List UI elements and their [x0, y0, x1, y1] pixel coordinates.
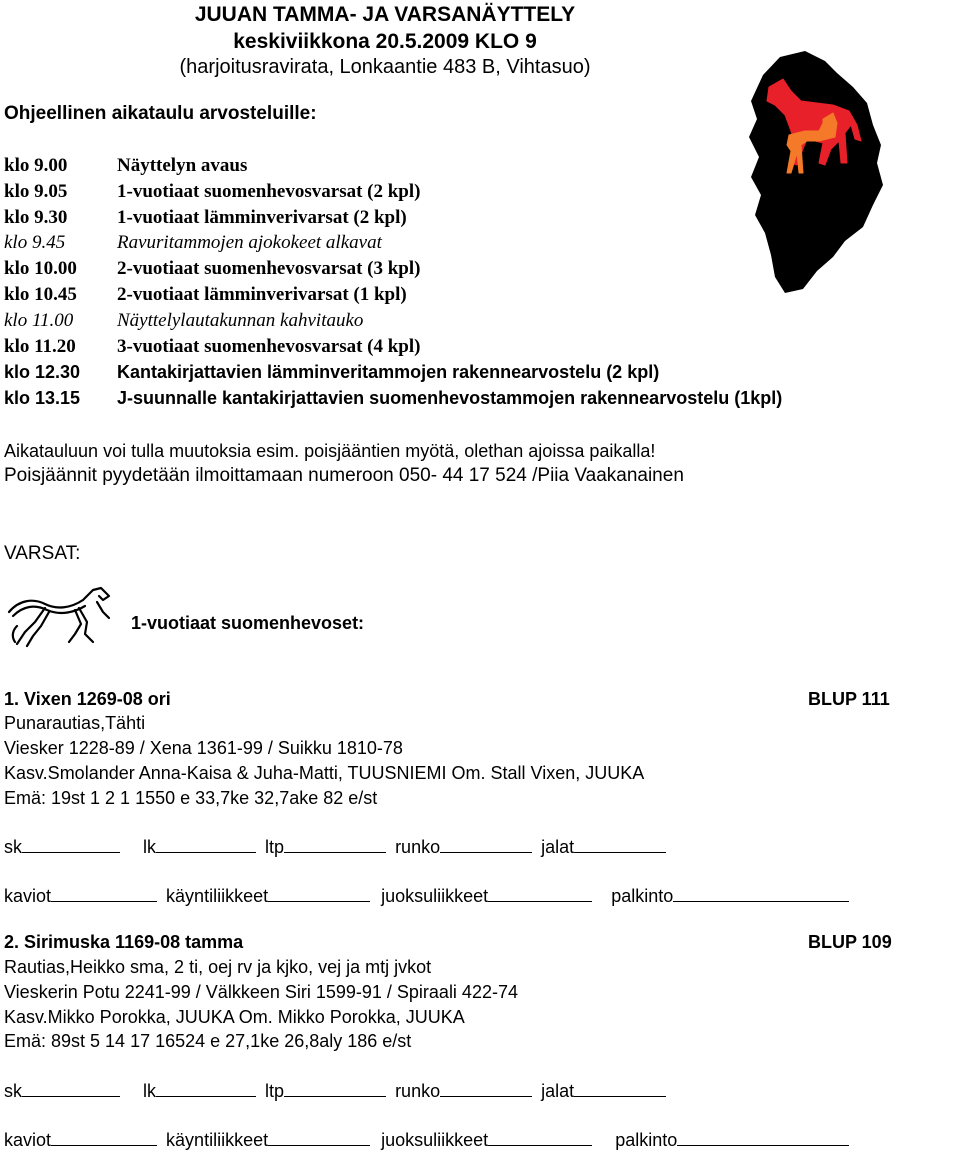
entry-1-blup: BLUP 111 [808, 689, 890, 709]
ltp-label: ltp [265, 1081, 285, 1101]
kaviot-line[interactable] [51, 1127, 157, 1146]
notice-line-2: Poisjäännit pyydetään ilmoittamaan numeroon 050- 44 17 524 /Piia Vaakanainen [4, 465, 684, 486]
schedule-time: klo 11.00 [4, 310, 74, 331]
schedule-time: klo 10.00 [4, 258, 77, 279]
schedule-text: 1-vuotiaat lämminverivarsat (2 kpl) [117, 207, 407, 228]
jalat-line[interactable] [574, 834, 666, 853]
jalat-label: jalat [541, 837, 575, 857]
schedule-row [4, 310, 363, 332]
entry-1-pedigree: Viesker 1228-89 / Xena 1361-99 / Suikku 1810-78 [4, 738, 403, 758]
kayntiliikkeet-line[interactable] [268, 1127, 370, 1146]
lk-line[interactable] [156, 1078, 256, 1097]
entry-2-score-row-2 [4, 1127, 849, 1151]
schedule-text: 3-vuotiaat suomenhevosvarsat (4 kpl) [117, 336, 421, 357]
schedule-row [4, 207, 407, 229]
schedule-row [4, 258, 420, 280]
kayntiliikkeet-line[interactable] [268, 883, 370, 902]
event-date: keskiviikkona 20.5.2009 KLO 9 [233, 30, 537, 53]
schedule-row [4, 387, 782, 409]
juoksuliikkeet-line[interactable] [488, 883, 592, 902]
ltp-label: ltp [265, 837, 285, 857]
palkinto-label: palkinto [611, 886, 674, 906]
horse-region-logo-icon [745, 45, 885, 300]
entry-2-title: 2. Sirimuska 1169-08 tamma [4, 932, 244, 952]
entry-1-breeder: Kasv.Smolander Anna-Kaisa & Juha-Matti, TUUSNIEMI Om. Stall Vixen, JUUKA [4, 763, 645, 783]
schedule-row [4, 361, 659, 383]
sk-label: sk [4, 1081, 22, 1101]
kaviot-label: kaviot [4, 886, 52, 906]
event-location: (harjoitusravirata, Lonkaantie 483 B, Vihtasuo) [179, 56, 591, 78]
entry-2-pedigree: Vieskerin Potu 2241-99 / Välkkeen Siri 1599-91 / Spiraali 422-74 [4, 982, 518, 1002]
schedule-row [4, 284, 407, 306]
juoksuliikkeet-label: juoksuliikkeet [381, 886, 489, 906]
palkinto-label: palkinto [615, 1130, 678, 1150]
sk-line[interactable] [22, 1078, 120, 1097]
entry-2-dam: Emä: 89st 5 14 17 16524 e 27,1ke 26,8aly 186 e/st [4, 1031, 412, 1051]
entry-2-blup: BLUP 109 [808, 932, 892, 952]
runko-label: runko [395, 837, 441, 857]
entry-1-dam: Emä: 19st 1 2 1 1550 e 33,7ke 32,7ake 82 e/st [4, 788, 378, 808]
palkinto-line[interactable] [677, 1127, 849, 1146]
jalat-label: jalat [541, 1081, 575, 1101]
schedule-text: Näyttelylautakunnan kahvitauko [117, 310, 364, 331]
runko-line[interactable] [440, 834, 532, 853]
entry-1-title: 1. Vixen 1269-08 ori [4, 689, 171, 709]
ltp-line[interactable] [284, 834, 386, 853]
schedule-row [4, 155, 247, 177]
sk-line[interactable] [22, 834, 120, 853]
lk-label: lk [143, 837, 157, 857]
entry-1-color: Punarautias,Tähti [4, 713, 146, 733]
schedule-text: 1-vuotiaat suomenhevosvarsat (2 kpl) [117, 181, 421, 202]
schedule-text: Ravuritammojen ajokokeet alkavat [117, 232, 382, 253]
jalat-line[interactable] [574, 1078, 666, 1097]
juoksuliikkeet-label: juoksuliikkeet [381, 1130, 489, 1150]
schedule-heading: Ohjeellinen aikataulu arvosteluille: [4, 103, 317, 124]
notice-line-1: Aikatauluun voi tulla muutoksia esim. poisjääntien myötä, olethan ajoissa paikalla! [4, 441, 656, 461]
entry-2-breeder: Kasv.Mikko Porokka, JUUKA Om. Mikko Porokka, JUUKA [4, 1007, 465, 1027]
varsat-heading: VARSAT: [4, 543, 81, 564]
kaviot-line[interactable] [51, 883, 157, 902]
juoksuliikkeet-line[interactable] [488, 1127, 592, 1146]
kayntiliikkeet-label: käyntiliikkeet [166, 886, 269, 906]
running-horse-icon [5, 582, 115, 652]
schedule-text: 2-vuotiaat lämminverivarsat (1 kpl) [117, 284, 407, 305]
entry-2-color: Rautias,Heikko sma, 2 ti, oej rv ja kjko, vej ja mtj jvkot [4, 957, 432, 977]
runko-label: runko [395, 1081, 441, 1101]
schedule-row [4, 232, 382, 254]
schedule-row [4, 181, 420, 203]
entry-1-score-row-2 [4, 883, 849, 907]
schedule-time: klo 13.15 [4, 388, 81, 408]
runko-line[interactable] [440, 1078, 532, 1097]
schedule-time: klo 12.30 [4, 362, 81, 382]
schedule-text: Kantakirjattavien lämminveritammojen rakennearvostelu (2 kpl) [117, 362, 660, 382]
class-title: 1-vuotiaat suomenhevoset: [131, 613, 365, 633]
palkinto-line[interactable] [673, 883, 849, 902]
lk-line[interactable] [156, 834, 256, 853]
schedule-time: klo 9.05 [4, 181, 68, 202]
schedule-text: 2-vuotiaat suomenhevosvarsat (3 kpl) [117, 258, 421, 279]
schedule-time: klo 10.45 [4, 284, 77, 305]
event-title: JUUAN TAMMA- JA VARSANÄYTTELY [194, 3, 576, 26]
lk-label: lk [143, 1081, 157, 1101]
ltp-line[interactable] [284, 1078, 386, 1097]
schedule-time: klo 9.30 [4, 207, 68, 228]
kayntiliikkeet-label: käyntiliikkeet [166, 1130, 269, 1150]
schedule-text: Näyttelyn avaus [117, 155, 248, 176]
schedule-time: klo 9.45 [4, 232, 66, 253]
schedule-row [4, 336, 420, 358]
schedule-text: J-suunnalle kantakirjattavien suomenhevostammojen rakennearvostelu (1kpl) [117, 388, 783, 408]
schedule-time: klo 11.20 [4, 336, 76, 357]
kaviot-label: kaviot [4, 1130, 52, 1150]
schedule-time: klo 9.00 [4, 155, 68, 176]
entry-2-score-row-1 [4, 1078, 666, 1102]
sk-label: sk [4, 837, 22, 857]
entry-1-score-row-1 [4, 834, 666, 858]
